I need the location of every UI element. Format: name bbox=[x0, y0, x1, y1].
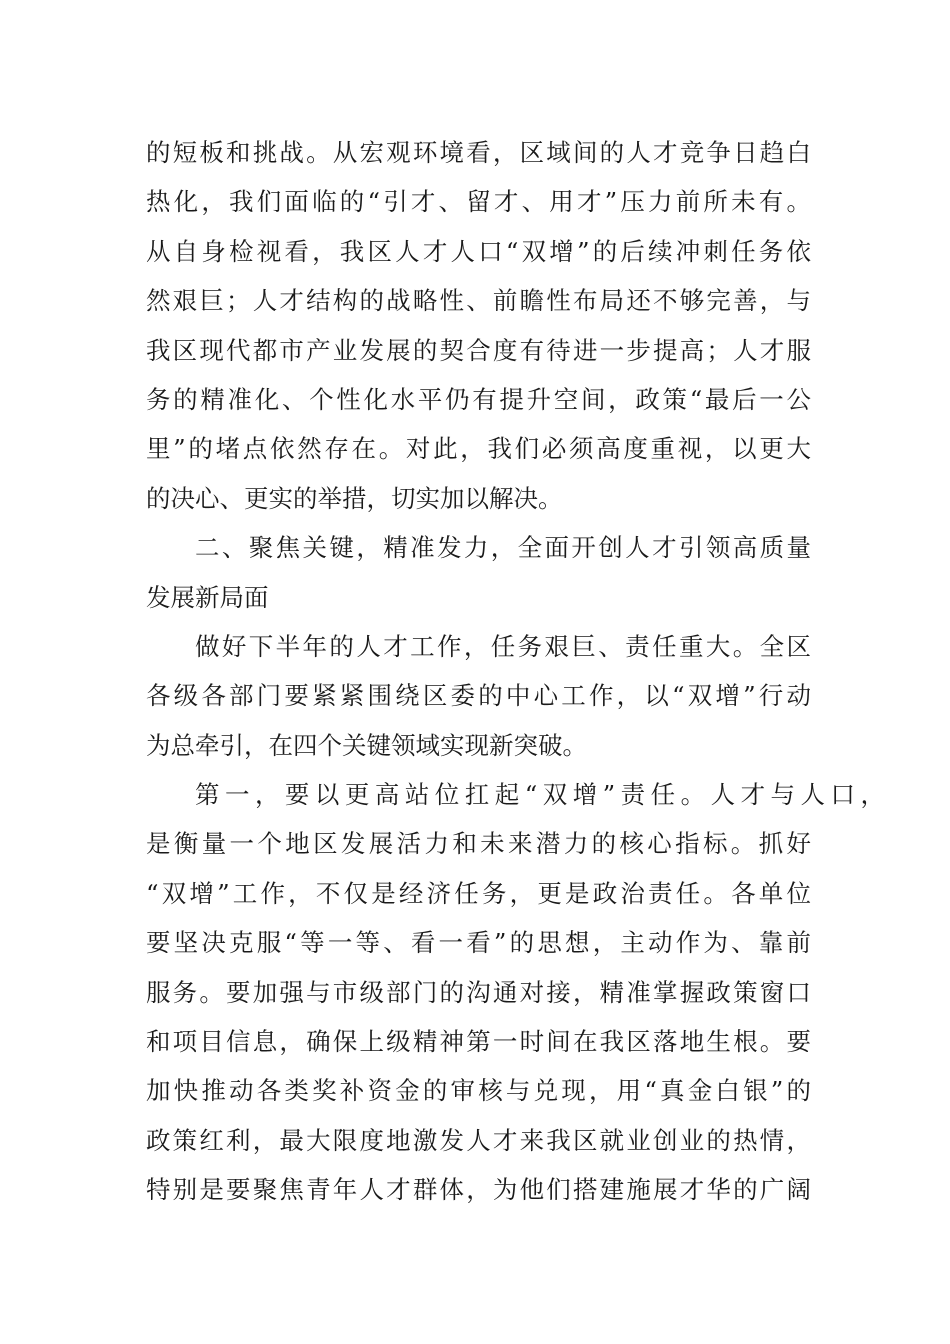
paragraph-line: 第一，要以更高站位扛起“双增”责任。人才与人口， bbox=[195, 780, 885, 810]
paragraph-line: 要坚决克服“等一等、看一看”的思想，主动作为、靠前 bbox=[146, 928, 811, 958]
paragraph-line: 是衡量一个地区发展活力和未来潜力的核心指标。抓好 bbox=[146, 829, 811, 859]
section-heading: 发展新局面 bbox=[146, 582, 269, 612]
document-body bbox=[146, 128, 885, 1215]
paragraph-line: 的短板和挑战。从宏观环境看，区域间的人才竞争日趋白 bbox=[146, 138, 811, 167]
paragraph-line: 为总牵引，在四个关键领域实现新突破。 bbox=[146, 730, 587, 760]
paragraph-line: 政策红利，最大限度地激发人才来我区就业创业的热情， bbox=[146, 1125, 811, 1155]
paragraph-line: 特别是要聚焦青年人才群体，为他们搭建施展才华的广阔 bbox=[146, 1175, 811, 1205]
paragraph-line: 从自身检视看，我区人才人口“双增”的后续冲刺任务依 bbox=[146, 236, 811, 266]
paragraph-line: 和项目信息，确保上级精神第一时间在我区落地生根。要 bbox=[146, 1027, 811, 1057]
paragraph-line: 务的精准化、个性化水平仍有提升空间，政策“最后一公 bbox=[146, 384, 811, 414]
paragraph-line: 然艰巨；人才结构的战略性、前瞻性布局还不够完善，与 bbox=[146, 286, 811, 316]
paragraph-line: 做好下半年的人才工作，任务艰巨、责任重大。全区 bbox=[195, 631, 811, 661]
paragraph-line: 的决心、更实的举措，切实加以解决。 bbox=[146, 483, 563, 513]
section-heading: 二、聚焦关键，精准发力，全面开创人才引领高质量 bbox=[195, 533, 811, 563]
paragraph-line: 各级各部门要紧紧围绕区委的中心工作，以“双增”行动 bbox=[146, 681, 811, 711]
paragraph-line: 服务。要加强与市级部门的沟通对接，精准掌握政策窗口 bbox=[146, 977, 811, 1007]
paragraph-line: “双增”工作，不仅是经济任务，更是政治责任。各单位 bbox=[146, 878, 811, 908]
paragraph-line: 我区现代都市产业发展的契合度有待进一步提高；人才服 bbox=[146, 335, 811, 365]
paragraph-line: 里”的堵点依然存在。对此，我们必须高度重视，以更大 bbox=[146, 434, 811, 464]
paragraph-line: 热化，我们面临的“引才、留才、用才”压力前所未有。 bbox=[146, 187, 811, 217]
paragraph-line: 加快推动各类奖补资金的审核与兑现，用“真金白银”的 bbox=[146, 1076, 811, 1106]
